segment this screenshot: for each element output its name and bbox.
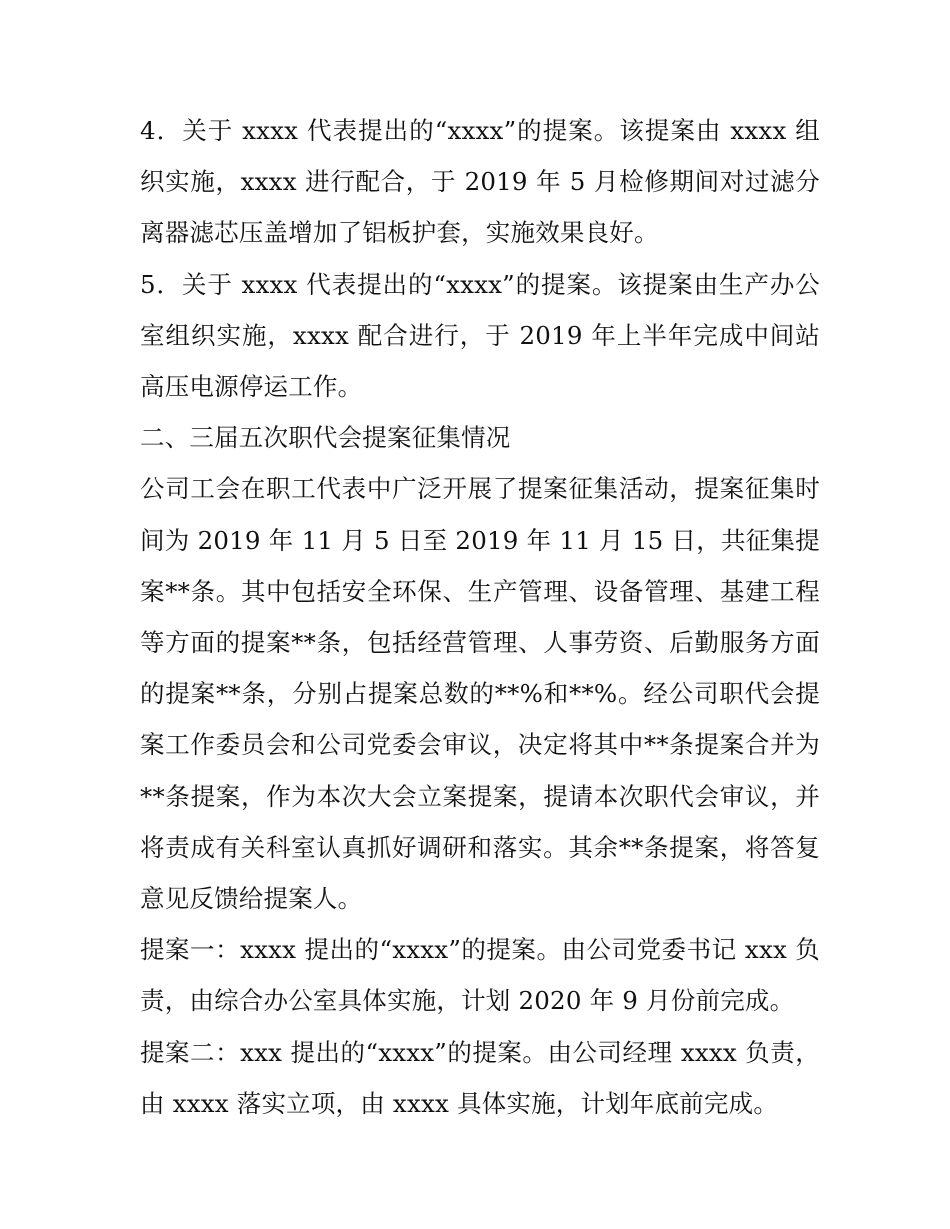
paragraph-item-5: 5．关于 xxxx 代表提出的“xxxx”的提案。该提案由生产办公室组织实施，xxxx 配合进行，于 2019 年上半年完成中间站高压电源停运工作。 <box>140 269 820 402</box>
paragraph-proposal-one: 提案一：xxxx 提出的“xxxx”的提案。由公司党委书记 xxx 负责，由综合办公室具体实施，计划 2020 年 9 月份前完成。 <box>140 935 820 1016</box>
section-heading: 二、三届五次职代会提案征集情况 <box>140 423 511 453</box>
paragraph-proposal-collection: 公司工会在职工代表中广泛开展了提案征集活动，提案征集时间为 2019 年 11 月 5 日至 2019 年 11 月 15 日，共征集提案**条。其中包括安全环保、生产管理、设备管理、基建工程等方面的提案**条，包括经营管理、人事劳资、后勤服务方面的提案**条，分别占提案总数的**%和**%。经公司职代会提案工作委员会和公司党委会审议，决定将其中**条提案合并为**条提案，作为本次大会立案提案，提请本次职代会审议，并将责成有关科室认真抓好调研和落实。其余**条提案，将答复意见反馈给提案人。 <box>140 474 820 914</box>
document-body <box>140 105 820 1129</box>
paragraph-item-4: 4．关于 xxxx 代表提出的“xxxx”的提案。该提案由 xxxx 组织实施，xxxx 进行配合，于 2019 年 5 月检修期间对过滤分离器滤芯压盖增加了铝板护套，实施效果良好。 <box>140 116 820 248</box>
paragraph-proposal-two: 提案二：xxx 提出的“xxxx”的提案。由公司经理 xxxx 负责，由 xxxx 落实立项，由 xxxx 具体实施，计划年底前完成。 <box>140 1037 820 1118</box>
